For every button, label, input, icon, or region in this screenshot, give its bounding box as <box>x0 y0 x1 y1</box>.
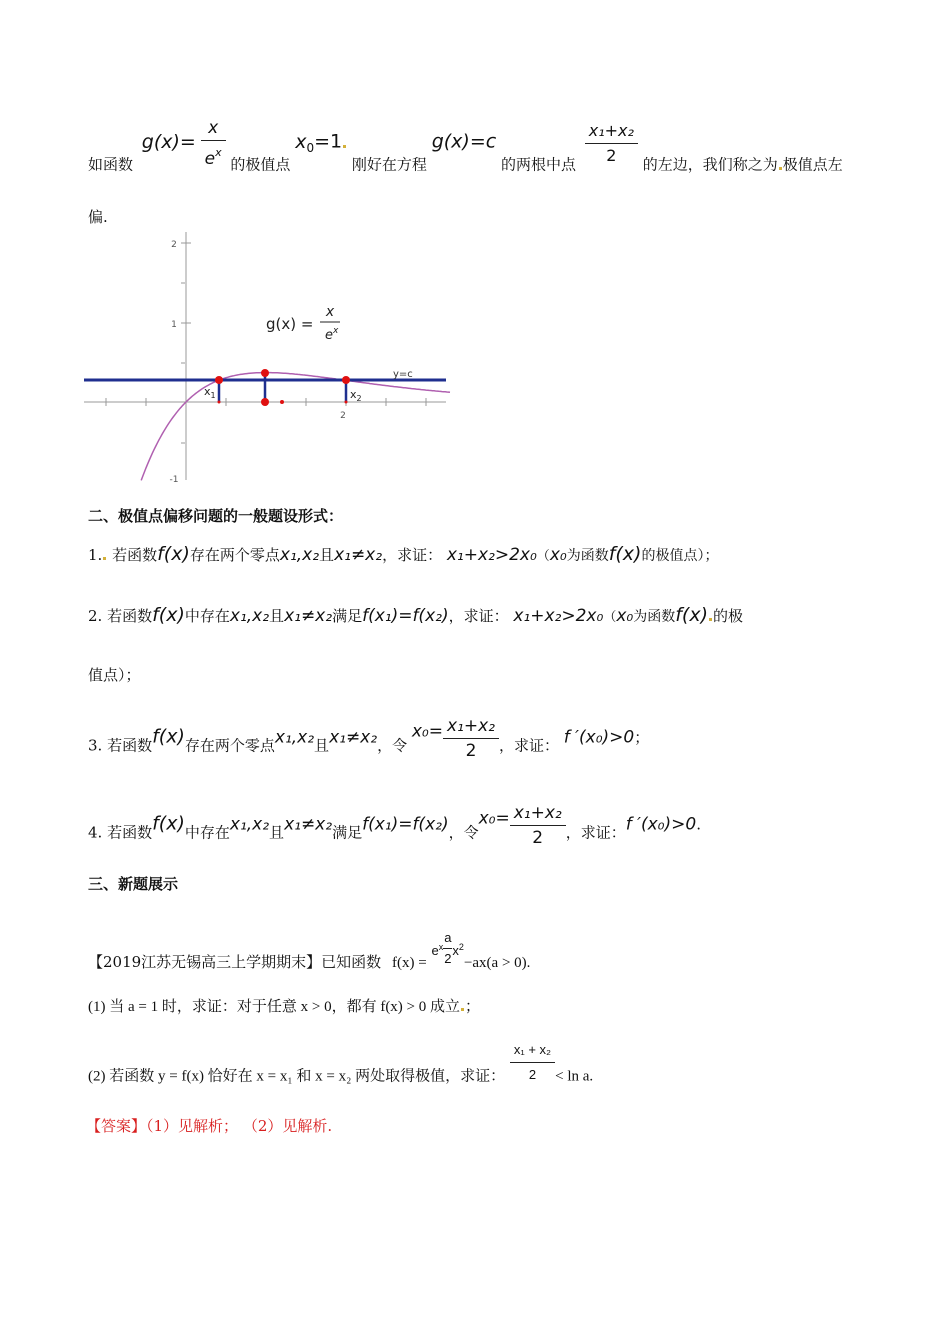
point-mid-small <box>280 400 284 404</box>
item1-num: 1. <box>88 546 103 564</box>
item3-e: ，求证： <box>498 736 559 755</box>
ex-exp: x <box>438 942 444 952</box>
item-2 <box>88 605 743 628</box>
problem-a-frac <box>443 928 452 969</box>
intro-t3: 的两根中点 <box>500 155 576 174</box>
problem-statement <box>88 928 530 973</box>
g-den-exp: x <box>215 146 222 159</box>
intro-line-2: 偏. <box>88 208 108 226</box>
func-num: x <box>325 304 335 320</box>
item3-x0eq: x₀= <box>411 721 443 742</box>
item4-f: ，求证： <box>565 823 626 842</box>
problem-x2 <box>452 943 464 958</box>
item4-fraction <box>510 803 566 848</box>
item4-fden: 2 <box>510 825 566 848</box>
item3-f: ； <box>634 728 650 747</box>
item2-h: 的极 <box>712 607 743 625</box>
part2-fraction <box>510 1040 555 1085</box>
answer-line: 【答案】（1）见解析； （2）见解析. <box>86 1117 333 1135</box>
item3-fx: f(x) <box>152 725 185 748</box>
midpoint-fraction <box>585 121 638 166</box>
g-of-x: g(x)= <box>141 130 196 153</box>
x1-label: $x_1$ <box>204 385 216 400</box>
function-graph <box>84 232 454 482</box>
gc-eq: g(x)=c <box>431 130 497 153</box>
g-fraction-den <box>201 140 226 169</box>
marker-dot <box>343 145 346 148</box>
part1-text: (1) 当 a = 1 时，求证：对于任意 x > 0，都有 f(x) > 0 成立 <box>88 999 461 1015</box>
item3-c: 且 <box>314 736 330 755</box>
point-x2-small <box>345 401 348 404</box>
item3-d: ，令 <box>377 736 408 755</box>
item1-fx2: f(x) <box>608 543 642 565</box>
item3-b: 存在两个零点 <box>184 736 275 755</box>
item4-g: . <box>696 815 701 834</box>
part2-end: < ln a. <box>555 1068 594 1085</box>
point-x2-top <box>342 376 350 384</box>
item2-a: 若函数 <box>107 607 153 625</box>
item1-b: 存在两个零点 <box>189 546 280 564</box>
intro-t2: 刚好在方程 <box>351 155 427 174</box>
item3-num: 3. <box>88 736 103 755</box>
item2-fx2: f(x) <box>675 604 708 626</box>
x0-eq: =1 <box>314 130 343 153</box>
item2-g: 为函数 <box>633 609 676 625</box>
marker-dot <box>461 1008 464 1011</box>
problem-source: 【2019江苏无锡高三上学期期末】已知函数 <box>88 953 382 971</box>
point-x1-small <box>218 401 221 404</box>
tick-y1: 1 <box>171 320 177 330</box>
ex-base: e <box>431 943 439 958</box>
g-fraction <box>201 118 226 169</box>
problem-part2 <box>88 1040 593 1087</box>
item2-c: 且 <box>269 607 285 625</box>
problem-fx: f(x) = <box>391 955 427 971</box>
item-4 <box>88 803 701 848</box>
item2-fx: f(x) <box>152 604 185 626</box>
item2-x0: x₀ <box>616 606 634 626</box>
part1-end: ； <box>465 997 481 1015</box>
part2-num: x₁ + x₂ <box>513 1042 552 1057</box>
intro-line <box>88 118 843 175</box>
g-den-base: e <box>204 149 216 169</box>
item2-cond: f(x₁)=f(x₂) <box>362 606 449 626</box>
marker-dot <box>103 557 106 560</box>
item3-neq: x₁≠x₂ <box>329 727 378 748</box>
marker-dot <box>709 618 712 621</box>
item4-b: 中存在 <box>184 823 230 842</box>
item-3 <box>88 716 649 761</box>
item4-d: 满足 <box>332 823 363 842</box>
item4-neq: x₁≠x₂ <box>284 814 333 835</box>
part2-text: (2) 若函数 y = f(x) 恰好在 x = x₁ 和 x = x₂ 两处取得极值，求证： <box>88 1068 506 1085</box>
item1-d: ，求证： <box>382 546 443 564</box>
g-curve <box>141 373 450 481</box>
item1-x0: x₀ <box>549 545 567 565</box>
tick-y2: 2 <box>171 240 177 250</box>
item3-a: 若函数 <box>107 736 153 755</box>
a-den: 2 <box>443 948 452 969</box>
item2-pair: x₁,x₂ <box>229 606 270 626</box>
tick-ym1: -1 <box>169 475 179 482</box>
item-1 <box>88 544 718 567</box>
item1-g: 的极值点）； <box>641 548 719 564</box>
item1-fx: f(x) <box>157 543 190 565</box>
item1-f: 为函数 <box>566 548 609 564</box>
tick-x2: 2 <box>340 411 346 421</box>
item4-e: ，令 <box>448 823 479 842</box>
section2-title: 二、极值点偏移问题的一般题设形式： <box>88 507 344 525</box>
item3-fnum: x₁+x₂ <box>446 716 495 736</box>
problem-ex <box>431 943 443 958</box>
point-x1-top <box>215 376 223 384</box>
item4-x0eq: x₀= <box>478 808 510 829</box>
problem-rest: −ax(a > 0). <box>463 955 531 971</box>
g-fraction-num: x <box>208 118 219 138</box>
item2-f: （ <box>603 610 617 625</box>
midpoint-den: 2 <box>585 143 638 166</box>
item4-fnum: x₁+x₂ <box>513 803 562 823</box>
x0-symbol <box>295 131 314 153</box>
item1-concl: x₁+x₂>2x₀ <box>446 545 537 565</box>
point-x0-bottom <box>261 398 269 406</box>
section3-title: 三、新题展示 <box>88 875 179 893</box>
item3-fden: 2 <box>443 738 499 761</box>
intro-prefix: 如函数 <box>88 155 134 174</box>
line-label: y=c <box>393 369 413 380</box>
x0-base: x <box>295 130 307 153</box>
item3-concl: f ′(x₀)>0 <box>563 727 635 748</box>
item4-pair: x₁,x₂ <box>229 814 270 835</box>
item4-num: 4. <box>88 823 103 842</box>
item3-fraction <box>443 716 499 761</box>
item2-b: 中存在 <box>184 607 230 625</box>
item2-e: ，求证： <box>448 607 509 625</box>
item1-a: 若函数 <box>112 546 158 564</box>
item1-neq: x₁≠x₂ <box>334 545 383 565</box>
x0-sub: 0 <box>306 140 315 155</box>
x2-label: $x_2$ <box>350 388 362 403</box>
point-max-top <box>261 369 269 377</box>
item-2-cont: 值点）； <box>88 666 141 684</box>
intro-t5: 极值点左 <box>782 155 843 174</box>
item2-concl: x₁+x₂>2x₀ <box>513 606 604 626</box>
intro-t4: 的左边，我们称之为 <box>642 155 778 174</box>
item1-e: （ <box>536 549 550 564</box>
func-den: $e^x$ <box>325 326 339 343</box>
item4-fx: f(x) <box>152 812 185 835</box>
x2-base: x <box>452 943 459 958</box>
item4-concl: f ′(x₀)>0 <box>625 814 697 835</box>
x2-exp: 2 <box>458 942 464 952</box>
midpoint-num: x₁+x₂ <box>588 121 634 140</box>
marker-dot <box>779 167 782 170</box>
item2-d: 满足 <box>332 607 363 625</box>
func-label: g(x) = <box>266 315 314 333</box>
item4-cond: f(x₁)=f(x₂) <box>362 814 449 835</box>
item3-pair: x₁,x₂ <box>274 727 315 748</box>
part2-den: 2 <box>510 1062 555 1085</box>
item2-neq: x₁≠x₂ <box>284 606 333 626</box>
problem-part1 <box>88 996 480 1017</box>
item1-c: 且 <box>319 546 335 564</box>
intro-t1: 的极值点 <box>230 155 291 174</box>
item4-c: 且 <box>269 823 285 842</box>
item4-a: 若函数 <box>107 823 153 842</box>
a-num: a <box>444 930 452 945</box>
item2-num: 2. <box>88 607 103 625</box>
item1-pair: x₁,x₂ <box>279 545 320 565</box>
